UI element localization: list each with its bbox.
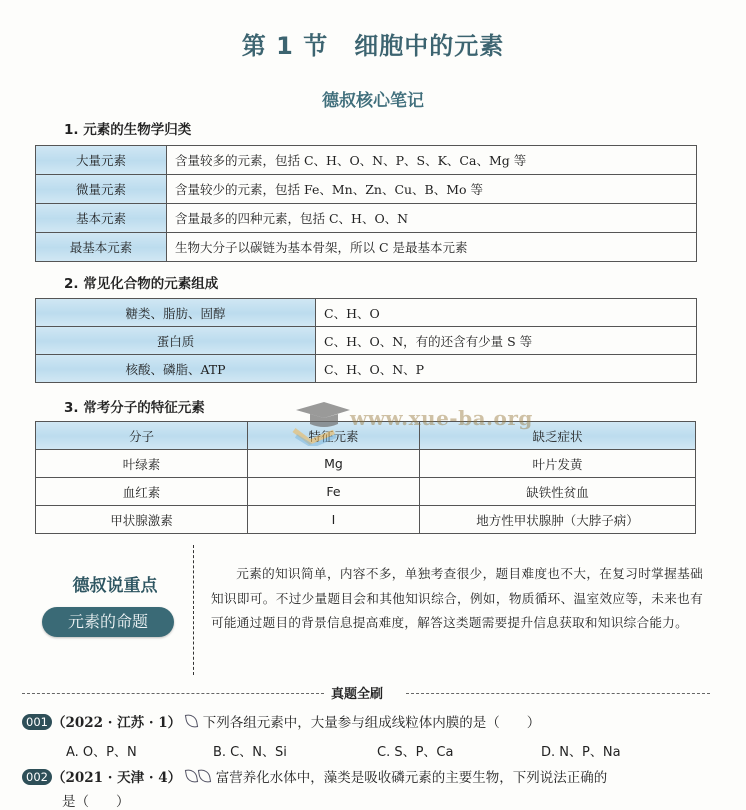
section-number: 第 1 节 <box>241 32 329 60</box>
molecule-cell: 叶绿素 <box>36 450 248 478</box>
table-row <box>36 478 696 506</box>
option-a[interactable]: A. O、P、N <box>66 745 137 760</box>
section-title: 细胞中的元素 <box>354 32 505 60</box>
characteristic-element-table <box>35 421 696 534</box>
question-002 <box>22 766 607 786</box>
question-stem: 富营养化水体中，藻类是吸收磷元素的主要生物，下列说法正确的 <box>215 770 608 786</box>
section2-heading: 2. 常见化合物的元素组成 <box>64 276 219 292</box>
section1-heading: 1. 元素的生物学归类 <box>64 122 192 138</box>
focus-topic-tag: 元素的命题 <box>42 607 174 637</box>
column-header: 特征元素 <box>248 422 420 450</box>
divider-line-right <box>406 693 710 694</box>
element-cell: I <box>248 506 420 534</box>
option-d[interactable]: D. N、P、Na <box>541 745 621 760</box>
option-b[interactable]: B. C、N、Si <box>213 745 287 760</box>
question-number-badge: 001 <box>22 714 52 730</box>
leaf-difficulty-icon <box>198 768 211 784</box>
section3-heading: 3. 常考分子的特征元素 <box>64 400 205 416</box>
description-cell: 生物大分子以碳链为基本骨架，所以 C 是最基本元素 <box>167 233 697 262</box>
table-row <box>36 299 697 327</box>
table-row <box>36 175 697 204</box>
molecule-cell: 甲状腺激素 <box>36 506 248 534</box>
question-number-badge: 002 <box>22 769 52 785</box>
symptom-cell: 地方性甲状腺肿（大脖子病） <box>420 506 696 534</box>
elements-cell: C、H、O、N、P <box>316 355 697 383</box>
chapter-title <box>0 26 746 61</box>
table-row <box>36 204 697 233</box>
compound-cell: 糖类、脂肪、固醇 <box>36 299 316 327</box>
table-row <box>36 355 697 383</box>
table-row <box>36 450 696 478</box>
divider-line-left <box>22 693 324 694</box>
leaf-difficulty-icon <box>185 768 198 784</box>
question-stem-continuation: 是（ ） <box>62 794 130 810</box>
question-source: （2021 · 天津 · 4） <box>51 770 182 786</box>
compound-composition-table <box>35 298 697 383</box>
compound-cell: 蛋白质 <box>36 327 316 355</box>
leaf-difficulty-icon <box>185 713 198 729</box>
question-source: （2022 · 江苏 · 1） <box>51 715 182 731</box>
molecule-cell: 血红素 <box>36 478 248 506</box>
table-row <box>36 233 697 262</box>
question-001 <box>22 711 540 731</box>
symptom-cell: 缺铁性贫血 <box>420 478 696 506</box>
exercises-heading: 真题全刷 <box>331 687 384 702</box>
compound-cell: 核酸、磷脂、ATP <box>36 355 316 383</box>
category-cell: 最基本元素 <box>36 233 167 262</box>
symptom-cell: 叶片发黄 <box>420 450 696 478</box>
description-cell: 含量较少的元素，包括 Fe、Mn、Zn、Cu、B、Mo 等 <box>167 175 697 204</box>
element-cell: Mg <box>248 450 420 478</box>
table-row <box>36 327 697 355</box>
watermark-text: www.xue-ba.org <box>350 406 533 430</box>
table-row <box>36 146 697 175</box>
question-stem: 下列各组元素中，大量参与组成线粒体内膜的是（ ） <box>202 715 541 731</box>
option-c[interactable]: C. S、P、Ca <box>377 745 454 760</box>
element-classification-table <box>35 145 697 262</box>
category-cell: 大量元素 <box>36 146 167 175</box>
elements-cell: C、H、O、N，有的还含有少量 S 等 <box>316 327 697 355</box>
focus-body-text: 元素的知识简单，内容不多，单独考查很少，题目难度也不大，在复习时掌握基础知识即可。不过少量题目会和其他知识综合，例如，物质循环、温室效应等，未来也有可能通过题目的背景信息提高难度，解答这类题需要提升信息获取和知识综合能力。 <box>211 566 703 630</box>
category-cell: 微量元素 <box>36 175 167 204</box>
notes-heading: 德叔核心笔记 <box>322 91 424 111</box>
description-cell: 含量最多的四种元素，包括 C、H、O、N <box>167 204 697 233</box>
vertical-divider <box>193 545 194 675</box>
elements-cell: C、H、O <box>316 299 697 327</box>
column-header: 分子 <box>36 422 248 450</box>
focus-title: 德叔说重点 <box>72 576 158 596</box>
table-row <box>36 506 696 534</box>
description-cell: 含量较多的元素，包括 C、H、O、N、P、S、K、Ca、Mg 等 <box>167 146 697 175</box>
column-header: 缺乏症状 <box>420 422 696 450</box>
table-header-row <box>36 422 696 450</box>
element-cell: Fe <box>248 478 420 506</box>
category-cell: 基本元素 <box>36 204 167 233</box>
